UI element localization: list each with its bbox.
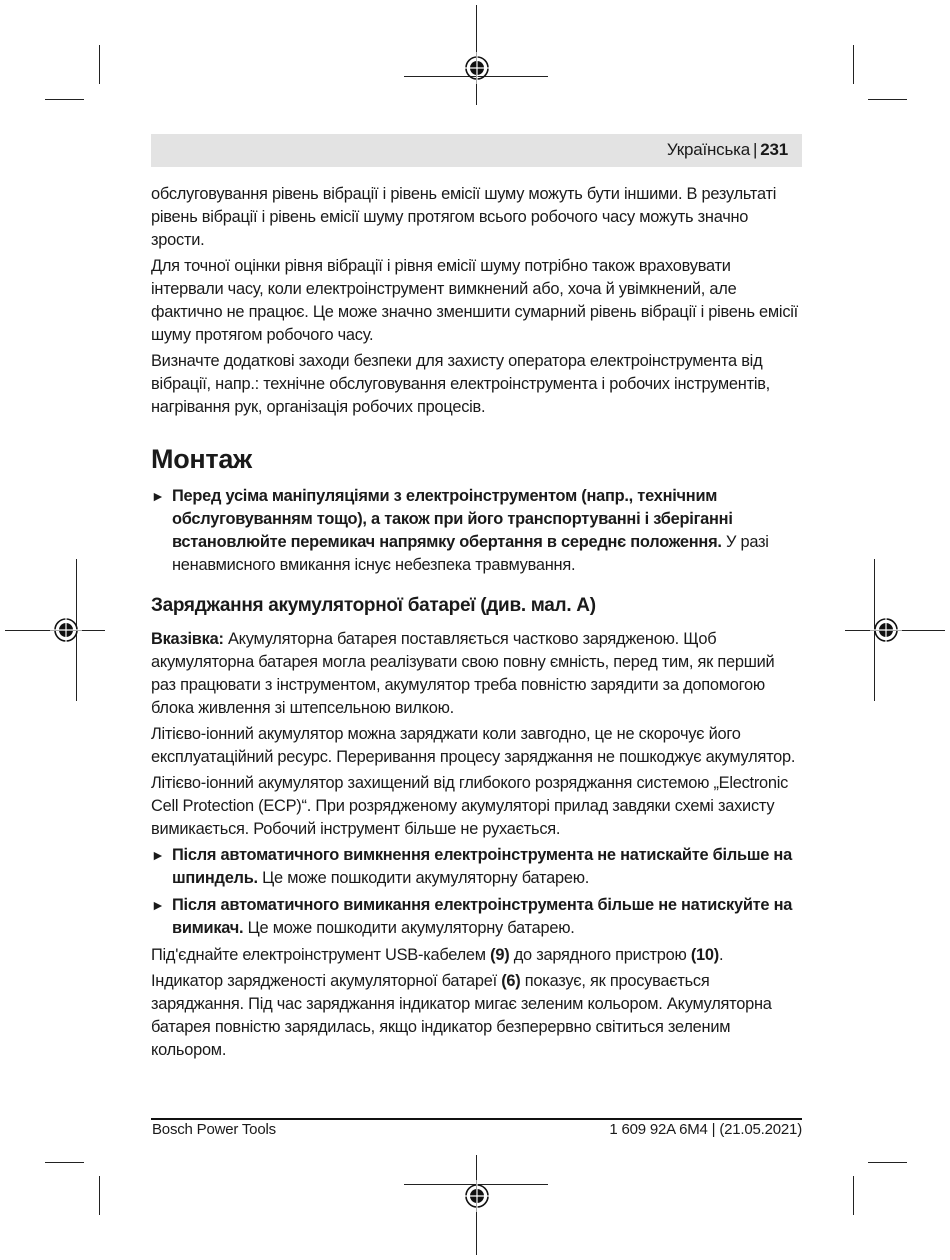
main-content xyxy=(151,183,803,1065)
crop-mark xyxy=(853,1176,854,1215)
paragraph: Літієво-іонний акумулятор можна заряджати коли завгодно, це не скорочує його експлуатаційний ресурс. Переривання процесу заряджання не пошкоджує акумулятор. xyxy=(151,725,796,766)
subsection-title: Заряджання акумуляторної батареї (див. мал. A) xyxy=(151,595,596,616)
warning-bullet xyxy=(151,894,803,940)
reference-number: (9) xyxy=(490,946,510,964)
page-header xyxy=(151,134,802,167)
text-run: Індикатор зарядженості акумуляторної батареї xyxy=(151,972,502,990)
section-title: Монтаж xyxy=(151,444,252,474)
warning-bold-text: Перед усіма маніпуляціями з електроінструментом (напр., технічним обслуговуванням тощо), а також при його транспортуванні і зберіганні встановлюйте перемикач напрямку обертання в середнє положення. xyxy=(172,487,733,551)
registration-target-icon xyxy=(461,1180,493,1212)
bullet-triangle-icon: ► xyxy=(151,488,165,504)
footer-publisher: Bosch Power Tools xyxy=(152,1121,276,1138)
warning-text: Це може пошкодити акумуляторну батарею. xyxy=(257,869,590,887)
registration-target-icon xyxy=(461,52,493,84)
header-text xyxy=(667,140,788,160)
footer-rule xyxy=(151,1118,802,1120)
reference-number: (6) xyxy=(501,972,521,990)
registration-target-icon xyxy=(50,614,82,646)
page-number: 231 xyxy=(760,140,788,159)
warning-bold-text: Після автоматичного вимикання електроінструмента більше не натискуйте на вимикач. xyxy=(172,896,793,937)
paragraph: обслуговування рівень вібрації і рівень емісії шуму можуть бути іншими. В результаті рівень вібрації і рівень емісії шуму протягом всього робочого часу можуть значно зрости. xyxy=(151,185,777,249)
indicator-paragraph xyxy=(151,970,803,1062)
text-run: . xyxy=(719,946,724,964)
paragraph: Визначте додаткові заходи безпеки для захисту оператора електроінструмента від вібрації, напр.: технічне обслуговування електроінструмента і робочих інструментів, нагрівання рук, організація робочих процесів. xyxy=(151,352,770,416)
note-label: Вказівка: xyxy=(151,630,224,648)
note-paragraph xyxy=(151,628,803,720)
registration-target-icon xyxy=(870,614,902,646)
text-run: до зарядного пристрою xyxy=(509,946,691,964)
crop-mark xyxy=(45,99,84,100)
crop-mark xyxy=(45,1162,84,1163)
warning-text: У разі ненавмисного вмикання існує небезпека травмування. xyxy=(172,533,769,574)
warning-bullet xyxy=(151,485,803,577)
text-run: показує, як просувається заряджання. Під час заряджання індикатор мигає зеленим кольором. Акумуляторна батарея повністю зарядилась, якщо індикатор безперервно світиться зеленим кольором. xyxy=(151,972,772,1059)
bullet-triangle-icon: ► xyxy=(151,847,165,863)
header-separator: | xyxy=(753,140,758,159)
crop-mark xyxy=(99,45,100,84)
paragraph: Літієво-іонний акумулятор захищений від глибокого розряджання системою „Electronic Cell Protection (ECP)“. При розрядженому акумуляторі прилад завдяки схемі захисту вимикається. Робочий інструмент більше не рухається. xyxy=(151,774,789,838)
warning-bullet xyxy=(151,844,803,890)
bullet-triangle-icon: ► xyxy=(151,897,165,913)
note-text: Акумуляторна батарея поставляється частково зарядженою. Щоб акумуляторна батарея могла реалізувати свою повну ємність, перед тим, як перший раз працювати з інструментом, акумулятор треба повністю зарядити за допомогою блока живлення зі штепсельною вилкою. xyxy=(151,630,775,717)
header-language: Українська xyxy=(666,140,751,159)
warning-text: Це може пошкодити акумуляторну батарею. xyxy=(243,919,575,937)
warning-bold-text: Після автоматичного вимкнення електроінструмента не натискайте більше на шпиндель. xyxy=(172,846,792,887)
footer-doc-number: 1 609 92A 6M4 | (21.05.2021) xyxy=(609,1121,802,1138)
crop-mark xyxy=(868,1162,907,1163)
crop-mark xyxy=(868,99,907,100)
crop-mark xyxy=(853,45,854,84)
text-run: Під'єднайте електроінструмент USB-кабелем xyxy=(151,946,491,964)
reference-number: (10) xyxy=(690,946,719,964)
crop-mark xyxy=(99,1176,100,1215)
paragraph: Для точної оцінки рівня вібрації і рівня емісії шуму потрібно також враховувати інтервали часу, коли електроінструмент вимкнений або, хоча й увімкнений, але фактично не працює. Це може значно зменшити сумарний рівень вібрації і рівень емісії шуму протягом робочого часу. xyxy=(151,257,798,344)
usb-paragraph xyxy=(151,944,803,967)
